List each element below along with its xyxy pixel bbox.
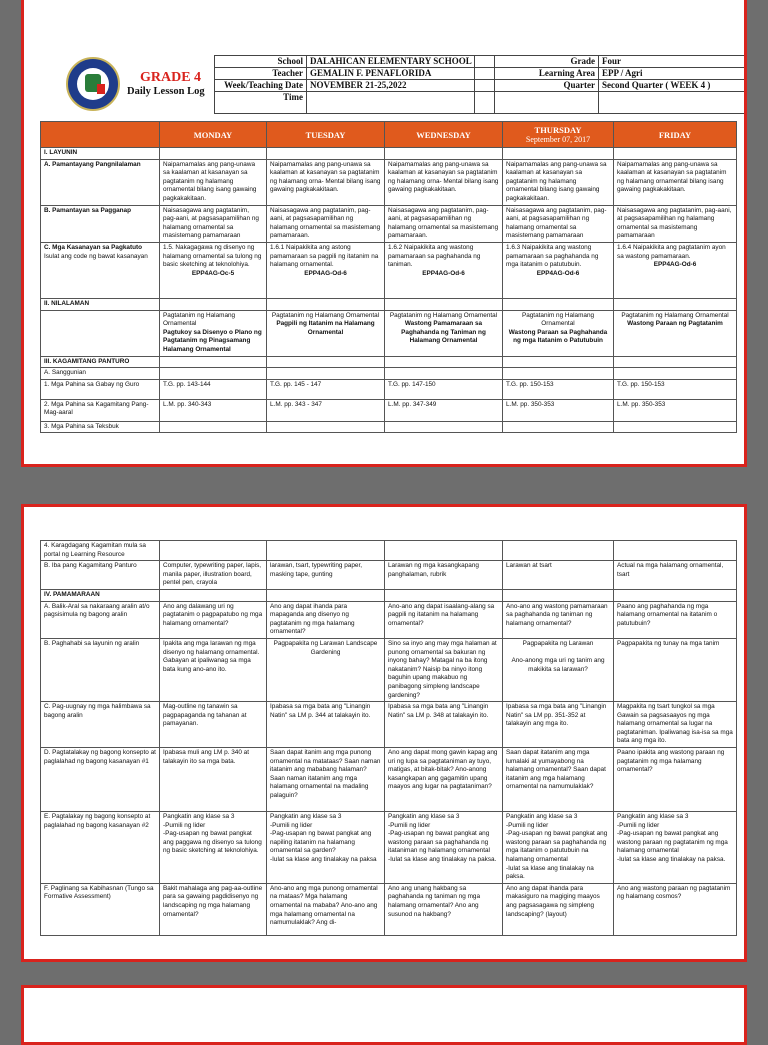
cell bbox=[160, 242, 267, 298]
cell: T.G. pp. 150-153 bbox=[503, 379, 614, 399]
cell: Saan dapat itatanim ang mga lumalaki at yumayabong na halamang ornamental? Saan dapat itatanim ang mga halamang ornamental na namumulaklak? bbox=[503, 748, 614, 812]
cell: Ipabasa muli ang LM p. 340 at talakayin ito sa mga bata. bbox=[160, 748, 267, 812]
day-wednesday: WEDNESDAY bbox=[385, 122, 503, 148]
day-tuesday: TUESDAY bbox=[267, 122, 385, 148]
cell: Naipamamalas ang pang-unawa sa kaalaman at kasanayan sa pagtatanim ng halamang orna- Mental bilang isang gawaing pagkakakitaan. bbox=[267, 159, 385, 205]
topic-title: Pagpili ng Itatanim na Halamang Ornamental bbox=[276, 320, 375, 336]
cell: L.M. pp. 340-343 bbox=[160, 399, 267, 421]
cell: Naipamamalas ang pang-unawa sa kaalaman at kasanayan sa pagtatanim ng halamang orna- Mental bilang isang gawaing pagkakakitaan. bbox=[385, 159, 503, 205]
cell: T.G. pp. 143-144 bbox=[160, 379, 267, 399]
cell: Pangkatin ang klase sa 3 -Pumili ng lider -Pag-usapan ng bawat pangkat ang paggawa ng disenyo sa tulong ng basic sketching at teknolohiya. bbox=[160, 812, 267, 884]
topic-text: Pagtatanim ng Halamang Ornamental bbox=[271, 311, 380, 319]
kasanayan-label: C. Mga Kasanayan sa Pagkatuto bbox=[44, 243, 143, 251]
grade-label: Grade bbox=[495, 56, 599, 68]
cell: Ipabasa sa mga bata ang "Linangin Natin" sa LM p. 344 at talakayin ito. bbox=[267, 702, 385, 748]
row-label-iba-pang-kagamitan: B. Iba pang Kagamitang Panturo bbox=[41, 561, 160, 590]
cell: Pangkatin ang klase sa 3 -Pumili ng lider -Pag-usapan ng bawat pangkat ang wastong paraan sa paghahanda ng mga itatanim o patutubuin na halamang ornamental -Iulat sa klase ang tinalakay na paksa. bbox=[503, 812, 614, 884]
cell: L.M. pp. 343 - 347 bbox=[267, 399, 385, 421]
cell: Ipakita ang mga larawan ng mga disenyo ng halamang ornamental. Gabayan at ipaliwanag sa mga bata kung ano-ano ito. bbox=[160, 638, 267, 701]
cell: Mag-outline ng tanawin sa pagpapaganda ng tahanan at pamayanan. bbox=[160, 702, 267, 748]
learning-area-value: EPP / Agri bbox=[599, 68, 745, 80]
grade-value: Four bbox=[599, 56, 745, 68]
topic-title: Wastong Paraan ng Pagtatanim bbox=[627, 320, 723, 328]
section-kagamitang-panturo: III. KAGAMITANG PANTURO bbox=[41, 356, 160, 368]
cell: Ano ang dapat ihanda para makasiguro na magiging maayos ang pagsasagawa ng simpleng landscaping? (layout) bbox=[503, 883, 614, 935]
cell: Naisasagawa ang pagtatanim, pag-aani, at pagsasapamilihan ng halamang ornamental sa masistemang pamamaraan bbox=[614, 205, 737, 242]
cell: Paano ipakita ang wastong paraan ng pagtatanim ng mga halamang ornamental? bbox=[614, 748, 737, 812]
row-label-pamantayang-pangnilalaman: A. Pamantayang Pangnilalaman bbox=[41, 159, 160, 205]
cell: Computer, typewriting paper, lapis, manila paper, illustration board, pentel pen, crayola bbox=[160, 561, 267, 590]
competency-text: 1.6.4 Naipakikita ang pagtatanim ayon sa wastong pamamaraan. bbox=[617, 243, 726, 260]
row-label-balik-aral: A. Balik-Aral sa nakaraang aralin at/o pagsisimula ng bagong aralin bbox=[41, 601, 160, 638]
kasanayan-sublabel: Isulat ang code ng bawat kasanayan bbox=[44, 252, 148, 260]
cell: Magpakita ng tsart tungkol sa mga Gawain sa pagsasaayos ng mga halamang ornamental sa lugar na pagtataniman. Ipaliwanag isa-isa sa mga bata ang mga ito. bbox=[614, 702, 737, 748]
row-label-teksbuk: 3. Mga Pahina sa Teksbuk bbox=[41, 421, 160, 433]
row-label-kagamitang-pang-mag-aaral: 2. Mga Pahina sa Kagamitang Pang-Mag-aaral bbox=[41, 399, 160, 421]
cell: Paano ang paghahanda ng mga halamang ornamental na itatanim o patutubuin? bbox=[614, 601, 737, 638]
cell: T.G. pp. 145 - 147 bbox=[267, 379, 385, 399]
row-label-kasanayan bbox=[41, 242, 160, 298]
quarter-value: Second Quarter ( WEEK 4 ) bbox=[599, 80, 745, 92]
day-thursday bbox=[503, 122, 614, 148]
lesson-log-table-page-1 bbox=[40, 121, 737, 433]
cell bbox=[385, 242, 503, 298]
topic-text: Pagtatanim ng Halamang Ornamental bbox=[389, 311, 498, 319]
deped-seal-logo bbox=[66, 57, 120, 111]
topic-text: Pagtatanim ng Halamang Ornamental bbox=[621, 311, 729, 319]
cell bbox=[385, 310, 503, 356]
competency-code: EPP4AG-Oc-5 bbox=[191, 269, 235, 277]
dll-subtitle: Daily Lesson Log bbox=[127, 86, 205, 97]
topic-title: Wastong Paraan sa Paghahanda ng mga Itatanim o Patutubuin bbox=[508, 328, 608, 345]
cell: Naipamamalas ang pang-unawa sa kaalaman at kasanayan sa pagtatanim ng halamang ornamental bilang isang gawaing pagkakakitaan. bbox=[160, 159, 267, 205]
learning-area-label: Learning Area bbox=[495, 68, 599, 80]
thursday-label: THURSDAY bbox=[534, 124, 582, 135]
cell: Ano-ano ang mga punong ornamental na mataas? Mga halamang ornamental na mababa? Ano-ano ang mga halamang ornamental na namumulaklak? Ang di- bbox=[267, 883, 385, 935]
row-label-sanggunian: A. Sanggunian bbox=[41, 368, 160, 380]
quarter-label: Quarter bbox=[495, 80, 599, 92]
cell: Naisasagawa ang pagtatanim, pag-aani, at pagsasapamilihan ng halamang ornamental sa masistemang pamamaraan bbox=[160, 205, 267, 242]
teacher-value: GEMALIN F. PENAFLORIDA bbox=[307, 68, 475, 80]
cell: T.G. pp. 147-150 bbox=[385, 379, 503, 399]
school-value: DALAHICAN ELEMENTARY SCHOOL bbox=[307, 56, 475, 68]
row-label-gabay-ng-guro: 1. Mga Pahina sa Gabay ng Guro bbox=[41, 379, 160, 399]
section-nilalaman: II. NILALAMAN bbox=[41, 298, 160, 310]
cell: Pagpapakita ng Larawan Landscape Gardening bbox=[267, 638, 385, 701]
row-label-paghahabi: B. Paghahabi sa layunin ng aralin bbox=[41, 638, 160, 701]
cell: Ano ang dapat mong gawin kapag ang uri ng lupa sa pagtataniman ay tuyo, matigas, at bitak-bitak? Ano-anong kasangkapan ang gagamitin upang maayos ang lugar na pagtataniman? bbox=[385, 748, 503, 812]
competency-code: EPP4AG-Od-6 bbox=[653, 261, 697, 269]
competency-text: 1.6.3 Naipakikita ang wastong pamamaraan sa paghahanda ng mga itatanim o patutubuin. bbox=[506, 243, 599, 269]
cell: Naipamamalas ang pang-unawa sa kaalaman at kasanayan sa pagtatanim ng halamang ornamental bilang isang gawaing pagkakakitaan. bbox=[614, 159, 737, 205]
cell: Ano ang dapat ihanda para mapaganda ang disenyo ng pagtatanim ng mga halamang ornamental? bbox=[267, 601, 385, 638]
cell: Pangkatin ang klase sa 3 -Pumili ng lider -Pag-usapan ng bawat pangkat ang napiling itatanim na halamang ornamental sa garden? -Iulat sa klase ang tinalakay na paksa bbox=[267, 812, 385, 884]
cell: Pagpapakita ng Larawan Ano-anong mga uri ng tanim ang makikita sa larawan? bbox=[503, 638, 614, 701]
cell bbox=[614, 310, 737, 356]
section-layunin: I. LAYUNIN bbox=[41, 148, 160, 160]
cell: L.M. pp. 347-349 bbox=[385, 399, 503, 421]
cell: L.M. pp. 350-353 bbox=[614, 399, 737, 421]
cell bbox=[267, 310, 385, 356]
cell bbox=[614, 242, 737, 298]
cell: Ano ang unang hakbang sa paghahanda ng taniman ng mga halamang ornamental? Ano ang susunod na hakbang? bbox=[385, 883, 503, 935]
competency-code: EPP4AG-Od-6 bbox=[304, 269, 347, 277]
week-value: NOVEMBER 21-25,2022 bbox=[307, 80, 475, 92]
topic-text: Pagtatanim ng Halamang Ornamental bbox=[521, 311, 595, 328]
week-label: Week/Teaching Date bbox=[215, 80, 307, 92]
thursday-date: September 07, 2017 bbox=[525, 134, 591, 144]
cell: L.M. pp. 350-353 bbox=[503, 399, 614, 421]
grade-title: GRADE 4 bbox=[140, 70, 202, 85]
cell: larawan, tsart, typewriting paper, masking tape, gunting bbox=[267, 561, 385, 590]
row-label-pagtalakay-2: E. Pagtalakay ng bagong konsepto at paglalahad ng bagong kasanayan #2 bbox=[41, 812, 160, 884]
topic-title: Wastong Pamamaraan sa Paghahanda ng Taniman ng Halamang Ornamental bbox=[401, 320, 486, 345]
cell: Larawan ng mga kasangkapang panghalaman, rubrik bbox=[385, 561, 503, 590]
cell: Naipamamalas ang pang-unawa sa kaalaman at kasanayan sa pagtatanim ng halamang ornamental bilang isang gawaing pagkakakitaan. bbox=[503, 159, 614, 205]
cell: Ipabasa sa mga bata ang "Linangin Natin" sa LM p. 348 at talakayin ito. bbox=[385, 702, 503, 748]
competency-text: 1.5. Nakagagawa ng disenyo ng halamang ornamental sa tulong ng basic sketching at teknolohiya. bbox=[163, 243, 262, 269]
cell bbox=[503, 242, 614, 298]
cell: Naisasagawa ang pagtatanim, pag-aani, at pagsasapamilihan ng halamang ornamental sa masistemang pamamaraan. bbox=[385, 205, 503, 242]
cell: Naisasagawa ang pagtatanim, pag-aani, at pagsasapamilihan ng halamang ornamental sa masistemang pamamaraan bbox=[503, 205, 614, 242]
cell: Pangkatin ang klase sa 3 -Pumili ng lider -Pag-usapan ng bawat pangkat ang wastong paraan sa paghahanda ng itataniman ng halamang ornamental -Iulat sa klase ang tinalakay na paksa. bbox=[385, 812, 503, 884]
row-label-paglinang: F. Paglinang sa Kabihasnan (Tungo sa Formative Assessment) bbox=[41, 883, 160, 935]
cell: Ano-ano ang dapat isaalang-alang sa pagpili ng itatanim na halamang ornamental? bbox=[385, 601, 503, 638]
teacher-label: Teacher bbox=[215, 68, 307, 80]
section-pamamaraan: IV. PAMAMARAAN bbox=[41, 589, 160, 601]
cell: Sino sa inyo ang may mga halaman at punong ornamental sa bakuran ng inyong bahay? Matagal na ba itong nakatanim? Naisip ba ninyo itong baguhin upang makabuo ng panibagong simpleng landscape gardening? bbox=[385, 638, 503, 701]
cell: Ano ang wastong paraan ng pagtatanim ng halamang cosmos? bbox=[614, 883, 737, 935]
day-monday: MONDAY bbox=[160, 122, 267, 148]
row-label-pamantayan-sa-pagganap: B. Pamantayan sa Pagganap bbox=[41, 205, 160, 242]
row-label-pagtatalakay-1: D. Pagtatalakay ng bagong konsepto at paglalahad ng bagong kasanayan #1 bbox=[41, 748, 160, 812]
lesson-log-table-page-2 bbox=[40, 540, 737, 936]
competency-code: EPP4AG-Od-6 bbox=[422, 269, 465, 277]
time-label: Time bbox=[215, 92, 307, 114]
cell: Pagpapakita ng tunay na mga tanim bbox=[614, 638, 737, 701]
cell bbox=[503, 310, 614, 356]
topic-text: Pagtatanim ng Halamang Ornamental bbox=[163, 311, 236, 328]
competency-code: EPP4AG-Od-6 bbox=[536, 269, 580, 277]
cell: T.G. pp. 150-153 bbox=[614, 379, 737, 399]
cell: Saan dapat itanim ang mga punong ornamental na matataas? Saan naman itatanim ang mababang halaman? Saan naman itatanim ang mga halamang ornamental na madaling palaguin? bbox=[267, 748, 385, 812]
cell bbox=[267, 242, 385, 298]
cell bbox=[160, 310, 267, 356]
row-label-learning-resource: 4. Karagdagang Kagamitan mula sa portal ng Learning Resource bbox=[41, 541, 160, 561]
header-info-table bbox=[214, 55, 745, 114]
cell: Actual na mga halamang ornamental, tsart bbox=[614, 561, 737, 590]
cell: Larawan at tsart bbox=[503, 561, 614, 590]
school-label: School bbox=[215, 56, 307, 68]
document-page-3 bbox=[21, 985, 747, 1045]
competency-text: 1.6.1 Naipakikita ang astong pamamaraan sa pagpili ng itatanim na halamang ornamental. bbox=[270, 243, 379, 269]
document-page-1 bbox=[21, 0, 747, 467]
cell: Ipabasa sa mga bata ang "Linangin Natin" sa LM pp. 351-352 at talakayin ang mga ito. bbox=[503, 702, 614, 748]
cell: Pangkatin ang klase sa 3 -Pumili ng lider -Pag-usapan ng bawat pangkat ang wastong paraan ng pagtatanim ng mga halamang ornamental -Iulat sa klase ang tinalakay na paksa. bbox=[614, 812, 737, 884]
cell: Bakit mahalaga ang pag-aa-outline para sa gawaing pagdidisenyo ng landscaping ng mga halamang ornamental? bbox=[160, 883, 267, 935]
document-page-2 bbox=[21, 504, 747, 962]
topic-title: Pagtukoy sa Disenyo o Plano ng Pagtatanim ng Pinagsamang Halamang Ornamental bbox=[163, 328, 262, 353]
cell: Naisasagawa ang pagtatanim, pag-aani, at pagsasapamilihan ng halamang ornamental sa masistemang pamamaraan. bbox=[267, 205, 385, 242]
row-label-pag-uugnay: C. Pag-uugnay ng mga halimbawa sa bagong aralin bbox=[41, 702, 160, 748]
competency-text: 1.6.2 Naipakikita ang wastong pamamaraan sa paghahanda ng taniman. bbox=[388, 243, 481, 269]
cell: Ano-ano ang wastong pamamaraan sa paghahanda ng taniman ng halamang ornamental? bbox=[503, 601, 614, 638]
day-friday: FRIDAY bbox=[614, 122, 737, 148]
cell: Ano ang dalawang uri ng pagtatanim o pagpapatubo ng mga halamang ornamental? bbox=[160, 601, 267, 638]
